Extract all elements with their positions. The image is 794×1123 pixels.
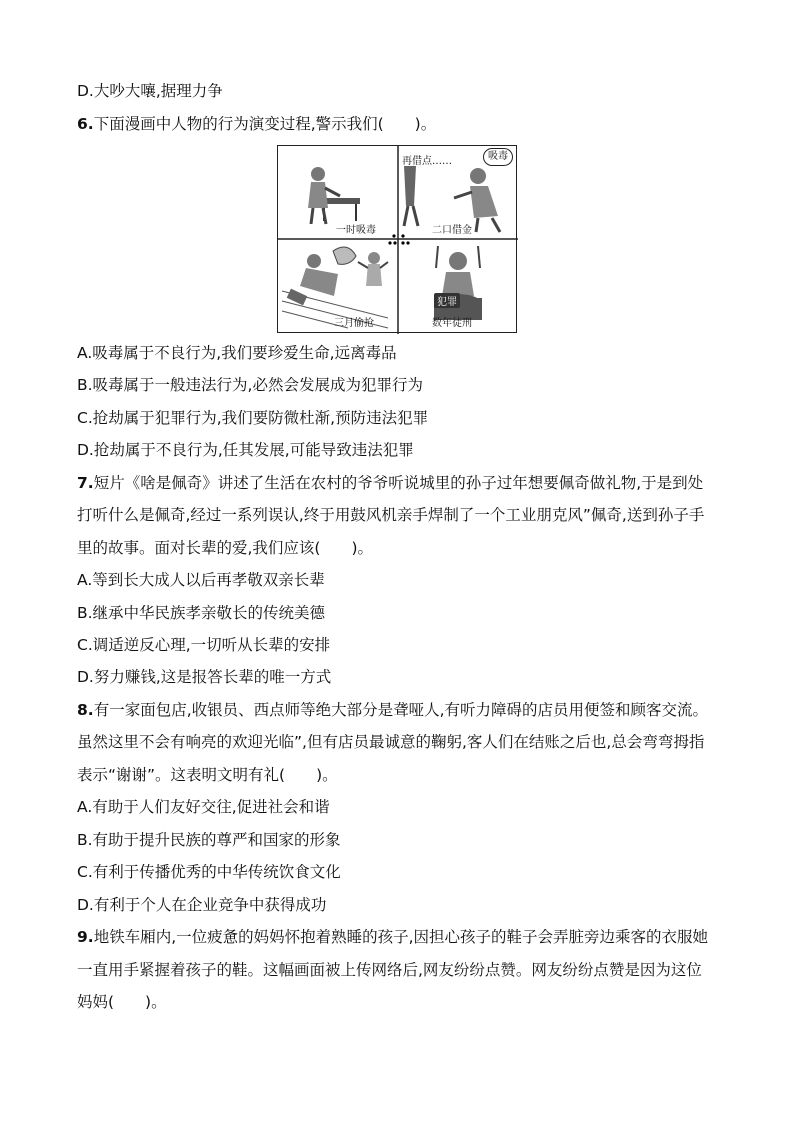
q8-option-d: D.有利于个人在企业竞争中获得成功 xyxy=(77,896,327,914)
question-text: 下面漫画中人物的行为演变过程,警示我们( )。 xyxy=(93,115,437,133)
panel2-speech: 再借点…… xyxy=(402,156,452,167)
q7-text-line3: 里的故事。面对长辈的爱,我们应该( )。 xyxy=(77,539,374,557)
question-number: 8. xyxy=(77,701,94,719)
question-7 xyxy=(77,472,703,494)
q8-option-c: C.有利于传播优秀的中华传统饮食文化 xyxy=(77,863,341,881)
panel3-caption: 三月偷抢 xyxy=(334,318,374,329)
question-text: 短片《啥是佩奇》讲述了生活在农村的爷爷听说城里的孙子过年想要佩奇做礼物,于是到处 xyxy=(93,474,704,492)
question-9 xyxy=(77,926,708,948)
q7-option-c: C.调适逆反心理,一切听从长辈的安排 xyxy=(77,636,331,654)
panel2-bubble: 吸毒 xyxy=(483,148,513,166)
question-number: 9. xyxy=(77,928,94,946)
panel4-sign: 犯罪 xyxy=(434,293,460,308)
panel1-caption: 一时吸毒 xyxy=(336,225,376,236)
q7-option-a: A.等到长大成人以后再孝敬双亲长辈 xyxy=(77,571,325,589)
comic-drawing xyxy=(278,146,518,334)
panel2-caption: 二口借金 xyxy=(432,225,472,236)
q9-text-line3: 妈妈( )。 xyxy=(77,993,167,1011)
question-8 xyxy=(77,699,708,721)
q6-option-c: C.抢劫属于犯罪行为,我们要防微杜渐,预防违法犯罪 xyxy=(77,409,429,427)
question-number: 6. xyxy=(77,115,94,133)
question-number: 7. xyxy=(77,474,94,492)
question-6 xyxy=(77,113,436,135)
question-text: 地铁车厢内,一位疲惫的妈妈怀抱着熟睡的孩子,因担心孩子的鞋子会弄脏旁边乘客的衣服她 xyxy=(93,928,709,946)
q8-text-line3: 表示“谢谢”。这表明文明有礼( )。 xyxy=(77,766,338,784)
q7-option-d: D.努力赚钱,这是报答长辈的唯一方式 xyxy=(77,668,332,686)
q6-option-a: A.吸毒属于不良行为,我们要珍爱生命,远离毒品 xyxy=(77,344,397,362)
q8-option-a: A.有助于人们友好交往,促进社会和谐 xyxy=(77,798,330,816)
comic-figure xyxy=(277,145,517,333)
question-text: 有一家面包店,收银员、西点师等绝大部分是聋哑人,有听力障碍的店员用便签和顾客交流。 xyxy=(93,701,709,719)
q6-option-d: D.抢劫属于不良行为,任其发展,可能导致违法犯罪 xyxy=(77,441,414,459)
q7-option-b: B.继承中华民族孝亲敬长的传统美德 xyxy=(77,604,326,622)
panel4-caption: 数年徒刑 xyxy=(432,318,472,329)
q8-text-line2: 虽然这里不会有响亮的欢迎光临”,但有店员最诚意的鞠躬,客人们在结账之后也,总会弯弯拇指 xyxy=(77,733,705,751)
q7-text-line2: 打听什么是佩奇,经过一系列误认,终于用鼓风机亲手焊制了一个工业朋克风”佩奇,送到孙子手 xyxy=(77,506,705,524)
q6-option-b: B.吸毒属于一般违法行为,必然会发展成为犯罪行为 xyxy=(77,376,423,394)
q9-text-line2: 一直用手紧握着孩子的鞋。这幅画面被上传网络后,网友纷纷点赞。网友纷纷点赞是因为这位 xyxy=(77,961,702,979)
q8-option-b: B.有助于提升民族的尊严和国家的形象 xyxy=(77,831,341,849)
option-d-prev: D.大吵大嚷,据理力争 xyxy=(77,82,223,100)
